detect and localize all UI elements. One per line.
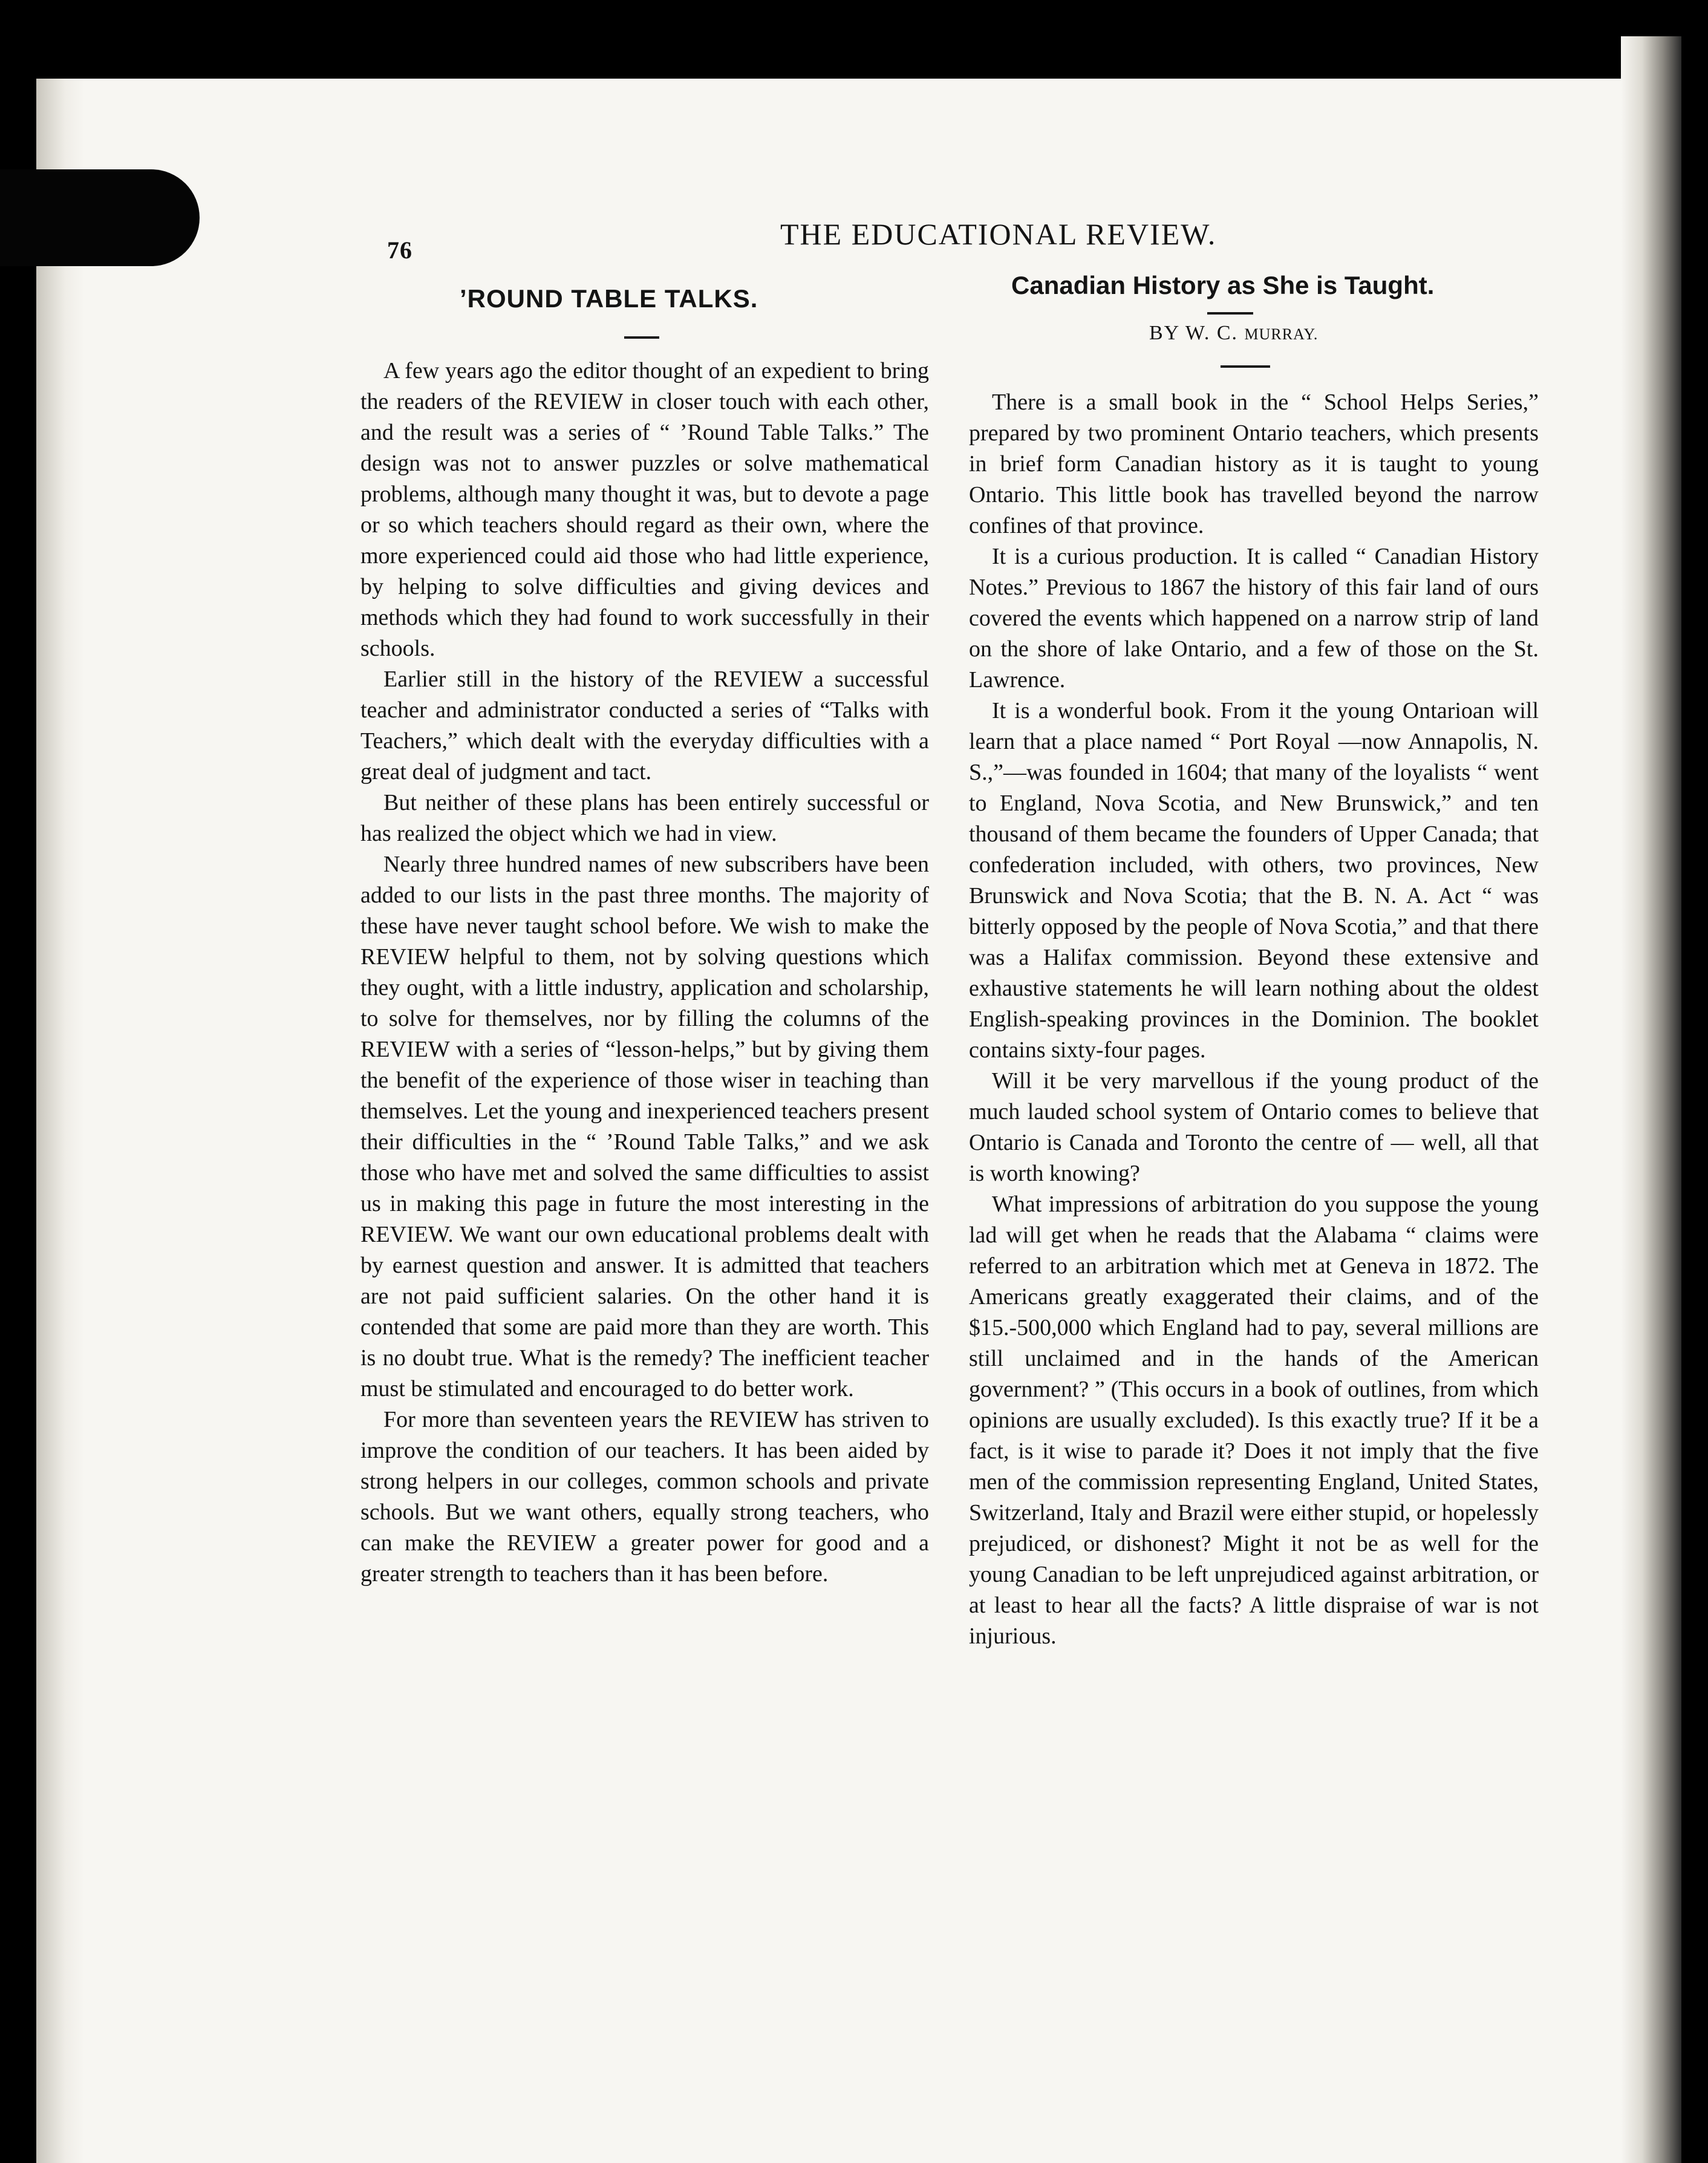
- left-article-title: ’ROUND TABLE TALKS.: [460, 284, 758, 313]
- right-paragraph: Will it be very marvellous if the young product of the much lauded school system of Ontario comes to believe that Ontario is Canada and Toronto the centre of — well, all that is worth knowing?: [969, 1068, 1539, 1186]
- byline-rule: [1221, 365, 1270, 368]
- binding-clip: [0, 169, 200, 266]
- right-article-title: Canadian History as She is Taught.: [1011, 271, 1435, 299]
- right-paragraph: It is a curious production. It is called “ Canadian History Notes.” Previous to 1867 the history of this fair land of ours covered the events which happened on a narrow strip of land on the shore of lake Ontario, and a few of those on the St. Lawrence.: [969, 544, 1539, 693]
- left-paragraph: A few years ago the editor thought of an expedient to bring the readers of the REVIEW in closer touch with each other, and the result was a series of “ ’Round Table Talks.” The design was not to answer puzzles or solve mathematical problems, although many thought it was, but to devote a page or so which teachers should regard as their own, where the more experienced could aid those who had little experience, by helping to solve difficulties and giving devices and methods which they had found to work successfully in their schools.: [360, 358, 929, 661]
- left-gutter-shadow: [36, 79, 85, 2163]
- byline-prefix: BY W. C.: [1149, 322, 1239, 344]
- byline-author: MURRAY.: [1244, 325, 1318, 343]
- right-article-body: [969, 387, 1539, 1652]
- running-head: THE EDUCATIONAL REVIEW.: [780, 217, 1217, 251]
- left-title-rule: [624, 336, 659, 339]
- right-gutter-shadow: [1621, 36, 1681, 2163]
- left-article-body: [360, 356, 929, 1590]
- left-paragraph: But neither of these plans has been entirely successful or has realized the object which we had in view.: [360, 790, 929, 846]
- left-paragraph: Nearly three hundred names of new subscribers have been added to our lists in the past three months. The majority of these have never taught school before. We wish to make the REVIEW helpful to them, not by solving questions which they ought, with a little industry, application and scholarship, to solve for themselves, nor by filling the columns of the REVIEW with a series of “lesson-helps,” but by giving them the benefit of the experience of those wiser in teaching than themselves. Let the young and inexperienced teachers present their difficulties in the “ ’Round Table Talks,” and we ask those who have met and solved the same difficulties to assist us in making this page in future the most interesting in the REVIEW. We want our own educational problems dealt with by earnest question and answer. It is admitted that teachers are not paid sufficient salaries. On the other hand it is contended that some are paid more than they are worth. This is no doubt true. What is the remedy? The inefficient teacher must be stimulated and encouraged to do better work.: [360, 852, 929, 1401]
- byline: [1149, 322, 1452, 345]
- left-paragraph: For more than seventeen years the REVIEW has striven to improve the condition of our teachers. It has been aided by strong helpers in our colleges, common schools and private schools. But we want others, equally strong teachers, who can make the REVIEW a greater power for good and a greater strength to teachers than it has been before.: [360, 1407, 929, 1587]
- right-paragraph: It is a wonderful book. From it the young Ontarioan will learn that a place named “ Port Royal —now Annapolis, N. S.,”—was founded in 1604; that many of the loyalists “ went to England, Nova Scotia, and New Brunswick,” and ten thousand of them became the founders of Upper Canada; that confederation included, with others, two provinces, New Brunswick and Nova Scotia; that the B. N. A. Act “ was bitterly opposed by the people of Nova Scotia,” and that there was a Halifax commission. Beyond these extensive and exhaustive statements he will learn nothing about the oldest English-speaking provinces in the Dominion. The booklet contains sixty-four pages.: [969, 698, 1539, 1063]
- left-paragraph: Earlier still in the history of the REVIEW a successful teacher and administrator conducted a series of “Talks with Teachers,” which dealt with the everyday difficulties with a great deal of judgment and tact.: [360, 667, 929, 785]
- page-number: 76: [387, 237, 412, 264]
- right-paragraph: What impressions of arbitration do you suppose the young lad will get when he reads that the Alabama “ claims were referred to an arbitration which met at Geneva in 1872. The Americans greatly exaggerated their claims, and of the $15.-500,000 which England had to pay, several millions are still unclaimed and in the hands of the American government? ” (This occurs in a book of outlines, from which opinions are usually excluded). Is this exactly true? If it be a fact, is it wise to parade it? Does it not imply that the five men of the commission representing England, United States, Switzerland, Italy and Brazil were either stupid, or hopelessly prejudiced, or dishonest? Might it not be as well for the young Canadian to be left unprejudiced against arbitration, or at least to hear all the facts? A little dispraise of war is not injurious.: [969, 1192, 1539, 1649]
- right-title-rule: [1207, 312, 1253, 315]
- right-paragraph: There is a small book in the “ School Helps Series,” prepared by two prominent Ontario teachers, which presents in brief form Canadian history as it is taught to young Ontario. This little book has travelled beyond the narrow confines of that province.: [969, 390, 1539, 538]
